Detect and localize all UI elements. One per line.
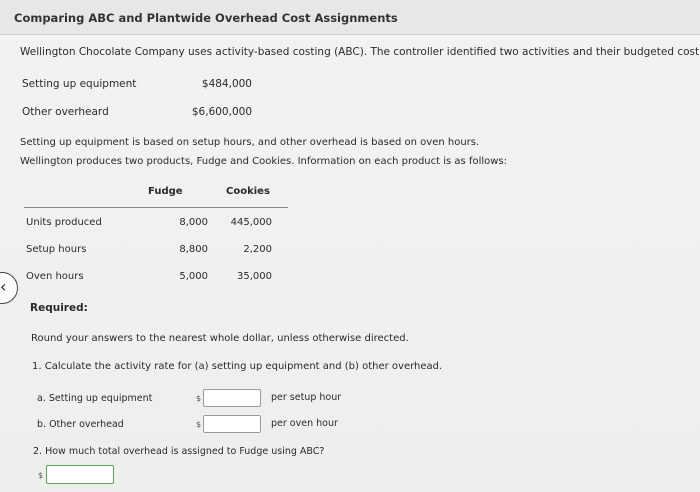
question-1: 1. Calculate the activity rate for (a) setting up equipment and (b) other overhead. — [32, 361, 443, 372]
unit-label: per setup hour — [271, 392, 342, 403]
intro-text: Wellington Chocolate Company uses activity-based costing (ABC). The controller identified two activities and their budgeted cost — [20, 46, 700, 58]
unit-label: per oven hour — [271, 418, 338, 429]
back-button[interactable] — [0, 272, 18, 304]
required-heading: Required: — [30, 302, 88, 314]
fudge-value: 5,000 — [179, 271, 208, 282]
column-header-fudge: Fudge — [148, 186, 183, 197]
fudge-value: 8,000 — [179, 217, 208, 228]
question-1b-label: b. Other overhead — [37, 419, 124, 430]
cost-label: Other overheard — [22, 106, 109, 118]
cost-value: $6,600,000 — [191, 106, 252, 118]
currency-symbol: $ — [38, 471, 44, 480]
rounding-instruction: Round your answers to the nearest whole dollar, unless otherwise directed. — [31, 333, 409, 344]
question-2: 2. How much total overhead is assigned to Fudge using ABC? — [33, 446, 325, 457]
row-label: Units produced — [26, 217, 102, 228]
paragraph-products: Wellington produces two products, Fudge and Cookies. Information on each product is as follows: — [20, 156, 507, 167]
chevron-left-icon: ‹ — [0, 277, 7, 296]
row-label: Setup hours — [26, 244, 87, 255]
setup-rate-input[interactable] — [203, 389, 261, 407]
table-divider — [24, 207, 288, 208]
column-header-cookies: Cookies — [226, 186, 270, 197]
cost-label: Setting up equipment — [22, 78, 137, 90]
oven-rate-input[interactable] — [203, 415, 261, 433]
total-overhead-input[interactable] — [46, 465, 114, 484]
row-label: Oven hours — [26, 271, 84, 282]
cost-value: $484,000 — [201, 78, 252, 90]
page-title: Comparing ABC and Plantwide Overhead Cost Assignments — [14, 11, 398, 25]
currency-symbol: $ — [196, 420, 202, 429]
cookies-value: 445,000 — [230, 217, 272, 228]
fudge-value: 8,800 — [179, 244, 208, 255]
cookies-value: 2,200 — [243, 244, 272, 255]
header-bar — [0, 0, 700, 35]
paragraph-basis: Setting up equipment is based on setup hours, and other overhead is based on oven hours. — [20, 137, 480, 148]
question-1a-label: a. Setting up equipment — [37, 393, 153, 404]
cookies-value: 35,000 — [237, 271, 272, 282]
currency-symbol: $ — [196, 394, 202, 403]
